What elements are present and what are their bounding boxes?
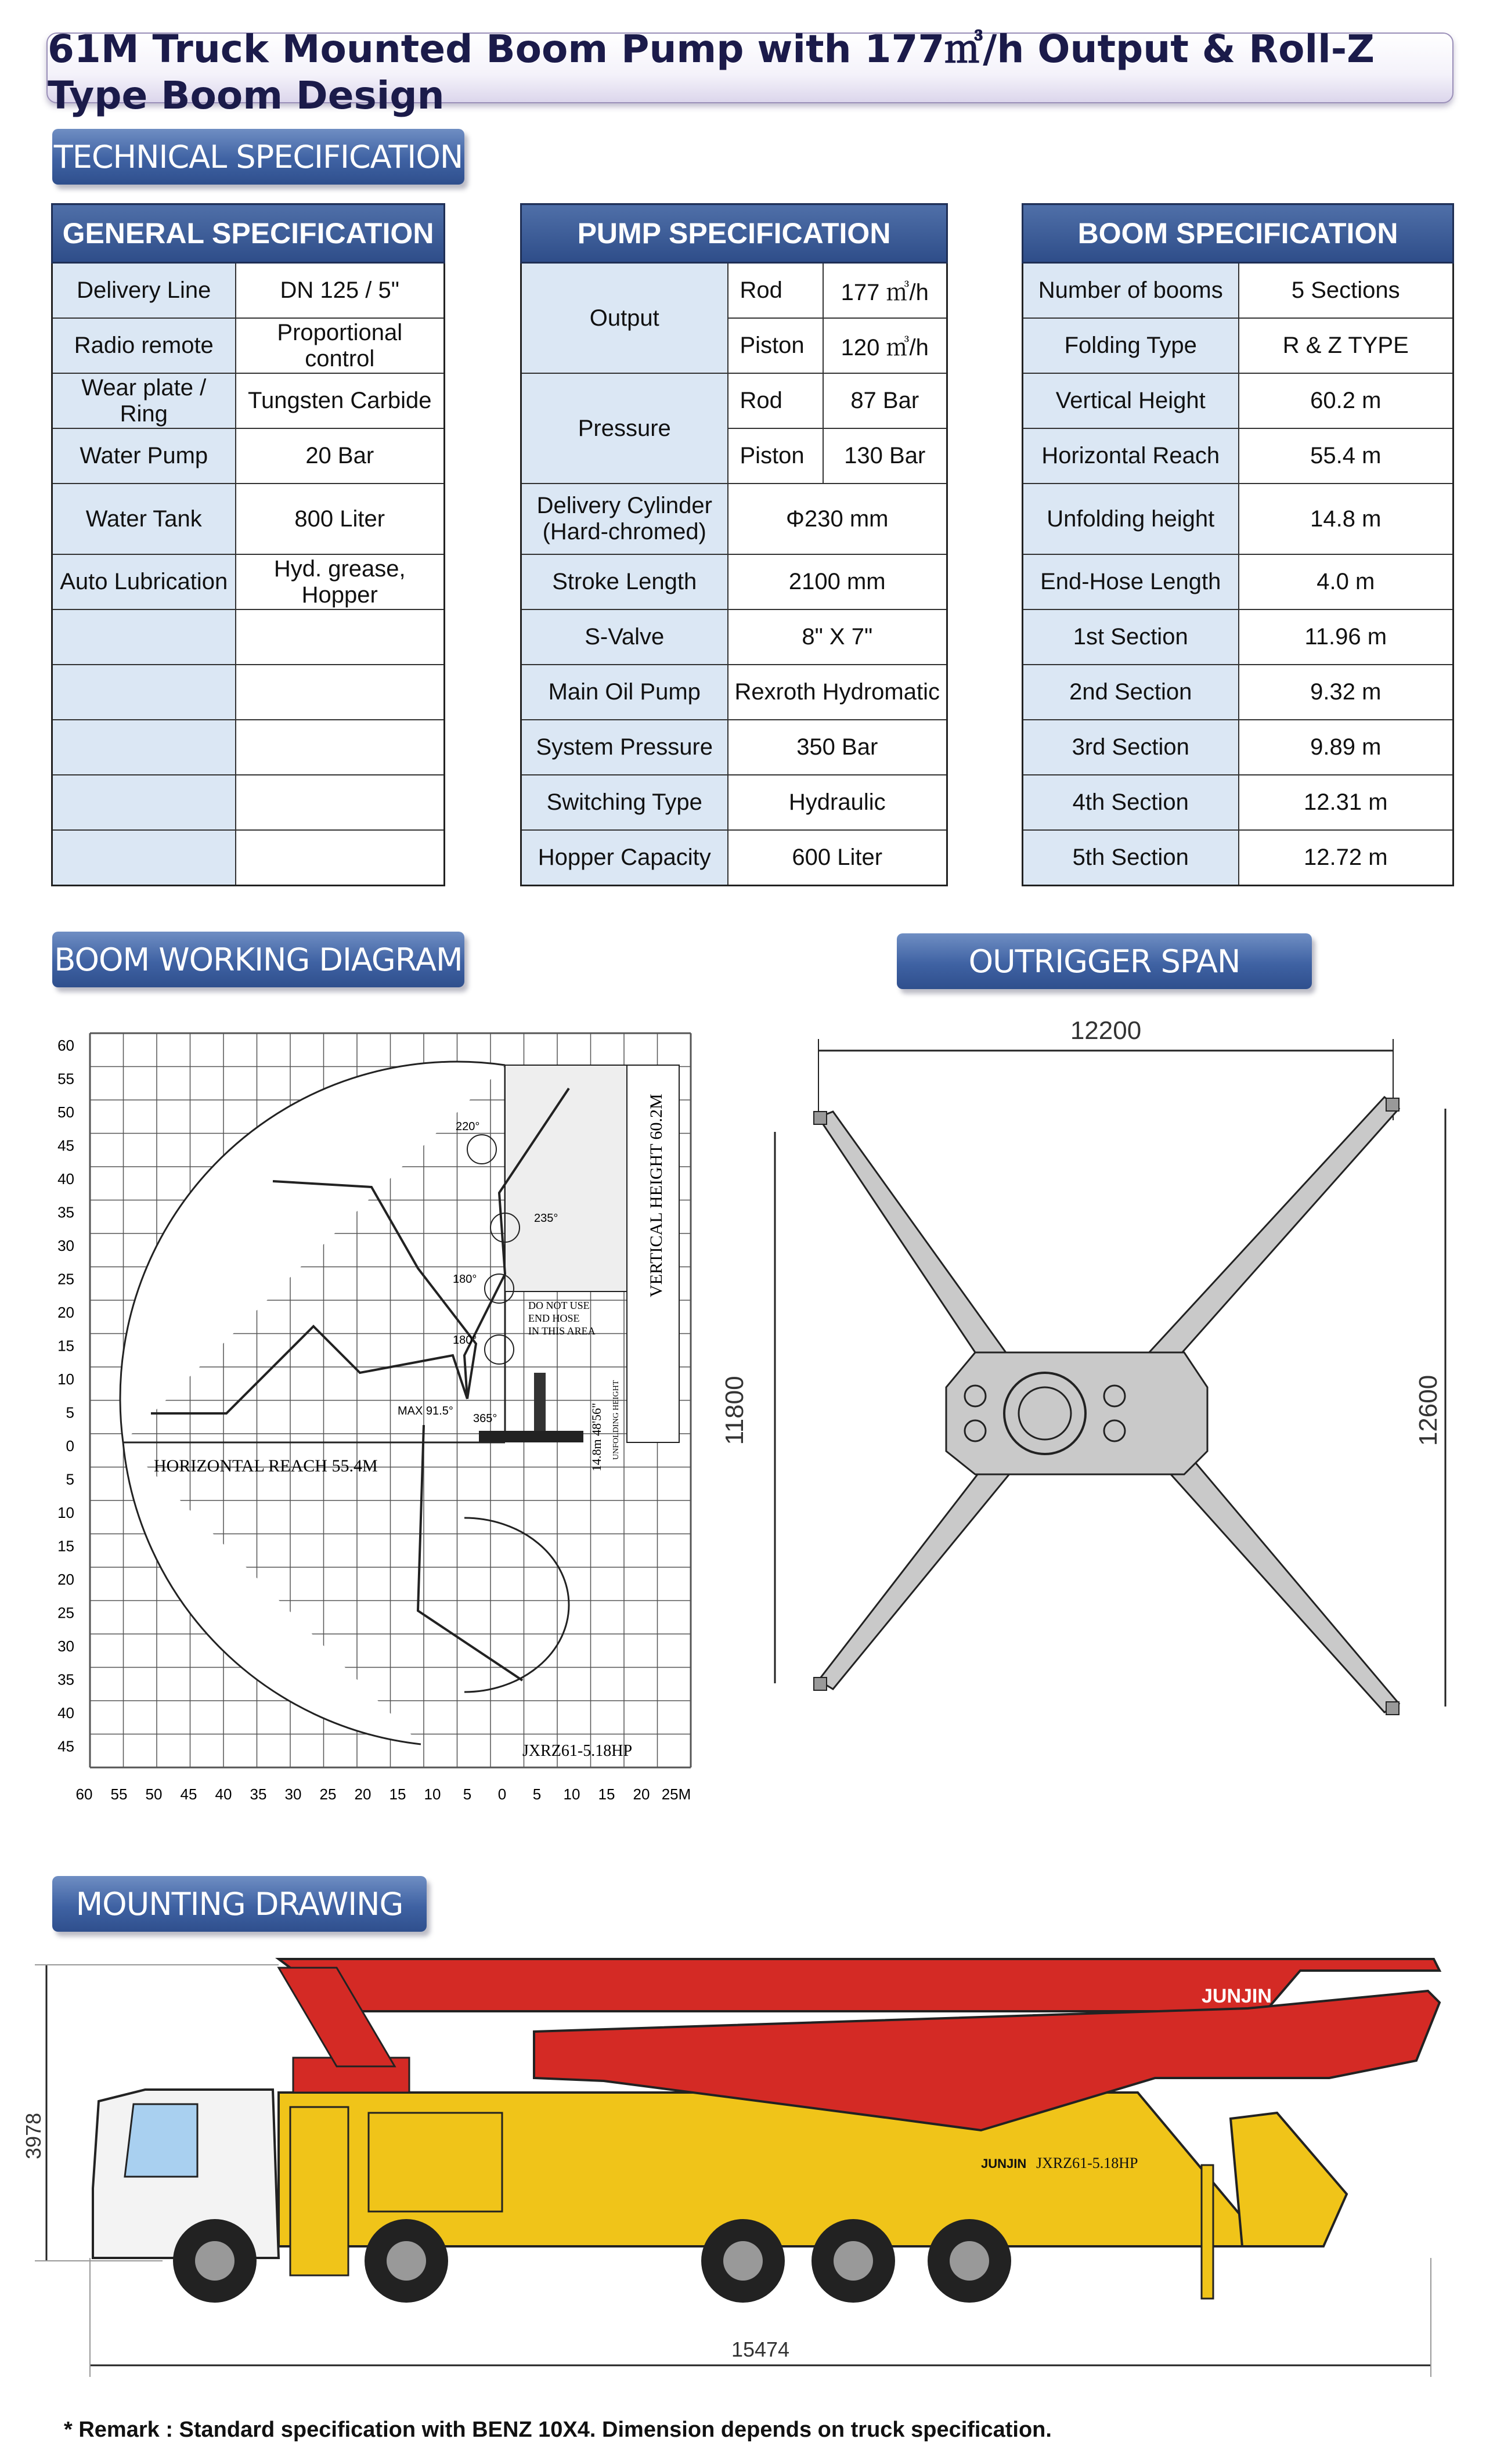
horizontal-reach-label: HORIZONTAL REACH 55.4M bbox=[154, 1456, 378, 1475]
x-tick-label: 45 bbox=[180, 1785, 197, 1803]
spec-label: 3rd Section bbox=[1023, 720, 1239, 775]
cylinder-label-line2: (Hard-chromed) bbox=[542, 519, 706, 544]
pump-spec-table bbox=[520, 203, 948, 886]
table-row bbox=[521, 609, 947, 665]
spec-label: Unfolding height bbox=[1023, 484, 1239, 554]
table-row bbox=[1023, 609, 1453, 665]
spec-value: R & Z TYPE bbox=[1239, 318, 1453, 373]
table-row bbox=[1023, 830, 1453, 886]
y-tick-label: 20 bbox=[57, 1304, 74, 1321]
body-model-label: JXRZ61-5.18HP bbox=[1036, 2155, 1138, 2171]
truck-cylinder bbox=[534, 1373, 546, 1431]
x-tick-label: 55 bbox=[110, 1785, 128, 1803]
general-spec-table bbox=[51, 203, 445, 886]
body-panel bbox=[369, 2113, 502, 2212]
angle-235-label: 235° bbox=[534, 1212, 558, 1225]
spec-label: S-Valve bbox=[521, 609, 728, 665]
y-tick-label: 35 bbox=[57, 1203, 74, 1221]
empty-row bbox=[52, 609, 445, 665]
cylinder-label-line1: Delivery Cylinder bbox=[536, 493, 712, 518]
spec-value: 130 Bar bbox=[823, 428, 947, 484]
spec-label: Output bbox=[521, 263, 728, 374]
boom-spec-header: BOOM SPECIFICATION bbox=[1023, 204, 1453, 263]
x-tick-label: 30 bbox=[284, 1785, 302, 1803]
table-row bbox=[52, 263, 445, 319]
boom-working-diagram bbox=[46, 1019, 714, 1820]
do-not-use-line2: END HOSE bbox=[528, 1312, 580, 1324]
angle-circle bbox=[485, 1335, 514, 1364]
vertical-height-label: VERTICAL HEIGHT 60.2M bbox=[647, 1094, 666, 1297]
wheel-hub bbox=[834, 2241, 873, 2281]
spec-label: End-Hose Length bbox=[1023, 554, 1239, 609]
spec-label: Folding Type bbox=[1023, 318, 1239, 373]
y-tick-label: 35 bbox=[57, 1671, 74, 1689]
spec-value: 55.4 m bbox=[1239, 428, 1453, 484]
table-row bbox=[521, 830, 947, 886]
y-tick-label: 0 bbox=[66, 1437, 74, 1455]
wheel-hub bbox=[387, 2241, 426, 2281]
spec-value: 800 Liter bbox=[236, 484, 445, 554]
table-row bbox=[52, 318, 445, 373]
table-row bbox=[1023, 373, 1453, 428]
spec-value: Φ230 mm bbox=[728, 484, 947, 554]
general-spec-header: GENERAL SPECIFICATION bbox=[52, 204, 445, 263]
spec-label: 2nd Section bbox=[1023, 665, 1239, 720]
y-tick-label: 10 bbox=[57, 1370, 74, 1388]
hopper bbox=[1231, 2113, 1347, 2246]
reach-arc-upper bbox=[120, 1062, 505, 1442]
table-row bbox=[521, 720, 947, 775]
do-not-use-line1: DO NOT USE bbox=[528, 1300, 590, 1311]
outrigger-leg-front-left bbox=[818, 1112, 1010, 1370]
max-angle-label: MAX 91.5° bbox=[398, 1405, 453, 1417]
outrigger-span-diagram bbox=[720, 1010, 1463, 1753]
boom-pose-below bbox=[418, 1425, 522, 1680]
table-row bbox=[1023, 720, 1453, 775]
spec-value: 87 Bar bbox=[823, 373, 947, 428]
spec-label: Auto Lubrication bbox=[52, 554, 236, 609]
spec-value: 60.2 m bbox=[1239, 373, 1453, 428]
y-tick-label: 60 bbox=[57, 1037, 74, 1054]
outrigger-leg-front-right bbox=[1146, 1097, 1399, 1370]
wheel-hub bbox=[950, 2241, 989, 2281]
spec-label: Water Pump bbox=[52, 428, 236, 484]
front-outrigger bbox=[290, 2107, 348, 2275]
y-tick-label: 25 bbox=[57, 1270, 74, 1288]
length-dimension-label: 15474 bbox=[731, 2337, 790, 2361]
y-tick-label: 30 bbox=[57, 1637, 74, 1655]
y-tick-label: 55 bbox=[57, 1070, 74, 1088]
spec-value: Tungsten Carbide bbox=[236, 373, 445, 428]
y-tick-label: 30 bbox=[57, 1237, 74, 1254]
technical-spec-label: TECHNICAL SPECIFICATION bbox=[53, 138, 463, 175]
spec-value: 350 Bar bbox=[728, 720, 947, 775]
table-row bbox=[52, 554, 445, 609]
do-not-use-line3: IN THIS AREA bbox=[528, 1325, 596, 1337]
spec-label: Hopper Capacity bbox=[521, 830, 728, 886]
pump-spec-header: PUMP SPECIFICATION bbox=[521, 204, 947, 263]
spec-label bbox=[521, 484, 728, 554]
empty-row bbox=[52, 665, 445, 720]
mounting-badge bbox=[52, 1876, 427, 1932]
outrigger-leg-rear-right bbox=[1155, 1442, 1399, 1712]
x-tick-label: 15 bbox=[598, 1785, 615, 1803]
unfolding-height-label: 14.8m 48'56" bbox=[589, 1402, 604, 1471]
spec-sublabel: Piston bbox=[728, 318, 823, 373]
angle-365-label: 365° bbox=[473, 1412, 497, 1425]
spec-value: 12.31 m bbox=[1239, 775, 1453, 830]
x-tick-label: 5 bbox=[463, 1785, 472, 1803]
spec-sublabel: Rod bbox=[728, 373, 823, 428]
spec-value: DN 125 / 5" bbox=[236, 263, 445, 319]
spec-value: 177 ㎥/h bbox=[823, 263, 947, 319]
table-row bbox=[1023, 665, 1453, 720]
outrigger-center-body bbox=[946, 1352, 1207, 1474]
spec-value: 9.32 m bbox=[1239, 665, 1453, 720]
spec-value: Hyd. grease, Hopper bbox=[236, 554, 445, 609]
wheel-hub bbox=[195, 2241, 235, 2281]
y-tick-label: 45 bbox=[57, 1137, 74, 1155]
spec-label: 1st Section bbox=[1023, 609, 1239, 665]
table-row bbox=[52, 373, 445, 428]
table-row bbox=[52, 428, 445, 484]
x-tick-label: 40 bbox=[215, 1785, 232, 1803]
boom-spec-table bbox=[1022, 203, 1454, 886]
x-tick-label: 5 bbox=[532, 1785, 542, 1803]
table-row bbox=[1023, 428, 1453, 484]
outrigger-badge bbox=[897, 933, 1312, 989]
boom-diagram-badge bbox=[52, 932, 464, 987]
spec-value: Proportional control bbox=[236, 318, 445, 373]
spec-label: Vertical Height bbox=[1023, 373, 1239, 428]
outrigger-leg-rear-left bbox=[818, 1451, 1019, 1689]
rear-outrigger bbox=[1202, 2165, 1213, 2299]
folding-arc bbox=[464, 1518, 569, 1692]
spec-label: Stroke Length bbox=[521, 554, 728, 609]
y-tick-label: 45 bbox=[57, 1737, 74, 1755]
spec-value: 120 ㎥/h bbox=[823, 318, 947, 373]
spec-value: 11.96 m bbox=[1239, 609, 1453, 665]
width-dimension-label: 12200 bbox=[1070, 1016, 1142, 1045]
x-tick-label: 10 bbox=[424, 1785, 441, 1803]
height-dimension-label: 3978 bbox=[21, 2112, 45, 2160]
y-tick-label: 5 bbox=[66, 1404, 74, 1422]
spec-value: Rexroth Hydromatic bbox=[728, 665, 947, 720]
outrigger-pad bbox=[814, 1677, 827, 1690]
boom-diagram-label: BOOM WORKING DIAGRAM bbox=[54, 941, 463, 978]
spec-label: Main Oil Pump bbox=[521, 665, 728, 720]
spec-value: 9.89 m bbox=[1239, 720, 1453, 775]
y-tick-label: 40 bbox=[57, 1170, 74, 1188]
working-diagram-y-ticks bbox=[57, 1037, 74, 1755]
table-row bbox=[521, 373, 947, 428]
x-tick-label: 20 bbox=[633, 1785, 650, 1803]
outrigger-pad bbox=[1386, 1702, 1399, 1715]
spec-value: 5 Sections bbox=[1239, 263, 1453, 319]
angle-circle bbox=[467, 1135, 496, 1164]
x-tick-label: 15 bbox=[389, 1785, 406, 1803]
y-tick-label: 15 bbox=[57, 1537, 74, 1555]
reach-arc-lower bbox=[123, 1442, 421, 1744]
spec-value: Hydraulic bbox=[728, 775, 947, 830]
table-row bbox=[1023, 484, 1453, 554]
cab-window bbox=[125, 2104, 197, 2177]
page-title-bar bbox=[46, 27, 1453, 118]
spec-label: Water Tank bbox=[52, 484, 236, 554]
y-tick-label: 40 bbox=[57, 1704, 74, 1722]
body-brand-label: JUNJIN bbox=[981, 2156, 1027, 2171]
angle-180a-label: 180° bbox=[453, 1273, 477, 1286]
spec-value: 20 Bar bbox=[236, 428, 445, 484]
y-tick-label: 15 bbox=[57, 1337, 74, 1355]
left-height-dimension-label: 11800 bbox=[720, 1376, 749, 1445]
table-row bbox=[1023, 554, 1453, 609]
truck-silhouette bbox=[479, 1431, 583, 1442]
x-tick-label: 20 bbox=[354, 1785, 372, 1803]
boom-brand-label: JUNJIN bbox=[1202, 1985, 1272, 2007]
mounting-drawing bbox=[23, 1944, 1463, 2403]
x-tick-label: 50 bbox=[145, 1785, 163, 1803]
table-row bbox=[1023, 775, 1453, 830]
spec-value: 2100 mm bbox=[728, 554, 947, 609]
working-diagram-x-ticks bbox=[76, 1785, 691, 1803]
spec-label: Delivery Line bbox=[52, 263, 236, 319]
model-label: JXRZ61-5.18HP bbox=[522, 1742, 633, 1760]
table-row bbox=[1023, 263, 1453, 319]
spec-value: 4.0 m bbox=[1239, 554, 1453, 609]
table-row bbox=[521, 484, 947, 554]
outrigger-pad bbox=[814, 1112, 827, 1124]
outrigger-label: OUTRIGGER SPAN bbox=[968, 943, 1240, 980]
x-tick-label: 0 bbox=[497, 1785, 507, 1803]
spec-label: Horizontal Reach bbox=[1023, 428, 1239, 484]
y-tick-label: 50 bbox=[57, 1103, 74, 1121]
x-tick-label: 60 bbox=[75, 1785, 93, 1803]
mounting-label: MOUNTING DRAWING bbox=[75, 1885, 403, 1922]
right-height-dimension-label: 12600 bbox=[1414, 1374, 1442, 1446]
spec-label: 4th Section bbox=[1023, 775, 1239, 830]
empty-row bbox=[52, 720, 445, 775]
spec-label: Switching Type bbox=[521, 775, 728, 830]
unfolding-height-sublabel: UNFOLDING HEIGHT bbox=[612, 1380, 621, 1460]
angle-180b-label: 180° bbox=[453, 1334, 477, 1347]
outrigger-pad bbox=[1386, 1098, 1399, 1111]
spec-label: Radio remote bbox=[52, 318, 236, 373]
x-tick-label: 10 bbox=[563, 1785, 580, 1803]
table-row bbox=[1023, 318, 1453, 373]
angle-220-label: 220° bbox=[456, 1120, 480, 1133]
spec-label: System Pressure bbox=[521, 720, 728, 775]
y-tick-label: 20 bbox=[57, 1571, 74, 1588]
spec-label: Pressure bbox=[521, 373, 728, 484]
spec-value: 8" X 7" bbox=[728, 609, 947, 665]
table-row bbox=[521, 263, 947, 319]
empty-row bbox=[52, 830, 445, 886]
spec-value: 12.72 m bbox=[1239, 830, 1453, 886]
y-tick-label: 5 bbox=[66, 1470, 74, 1488]
spec-value: 600 Liter bbox=[728, 830, 947, 886]
x-tick-label: 25M bbox=[661, 1785, 691, 1803]
technical-spec-badge bbox=[52, 129, 464, 185]
table-row bbox=[521, 665, 947, 720]
remark-note: * Remark : Standard specification with BENZ 10X4. Dimension depends on truck specification. bbox=[64, 2418, 1052, 2442]
spec-sublabel: Rod bbox=[728, 263, 823, 319]
table-row bbox=[52, 484, 445, 554]
spec-label: Number of booms bbox=[1023, 263, 1239, 319]
spec-label: 5th Section bbox=[1023, 830, 1239, 886]
table-row bbox=[521, 775, 947, 830]
x-tick-label: 35 bbox=[250, 1785, 267, 1803]
x-tick-label: 25 bbox=[319, 1785, 337, 1803]
page-title: 61M Truck Mounted Boom Pump with 177㎥/h Output & Roll-Z Type Boom Design bbox=[48, 27, 1375, 118]
table-row bbox=[521, 554, 947, 609]
wheel-hub bbox=[723, 2241, 763, 2281]
y-tick-label: 25 bbox=[57, 1604, 74, 1622]
spec-value: 14.8 m bbox=[1239, 484, 1453, 554]
y-tick-label: 10 bbox=[57, 1504, 74, 1521]
empty-row bbox=[52, 775, 445, 830]
spec-sublabel: Piston bbox=[728, 428, 823, 484]
spec-label: Wear plate / Ring bbox=[52, 373, 236, 428]
